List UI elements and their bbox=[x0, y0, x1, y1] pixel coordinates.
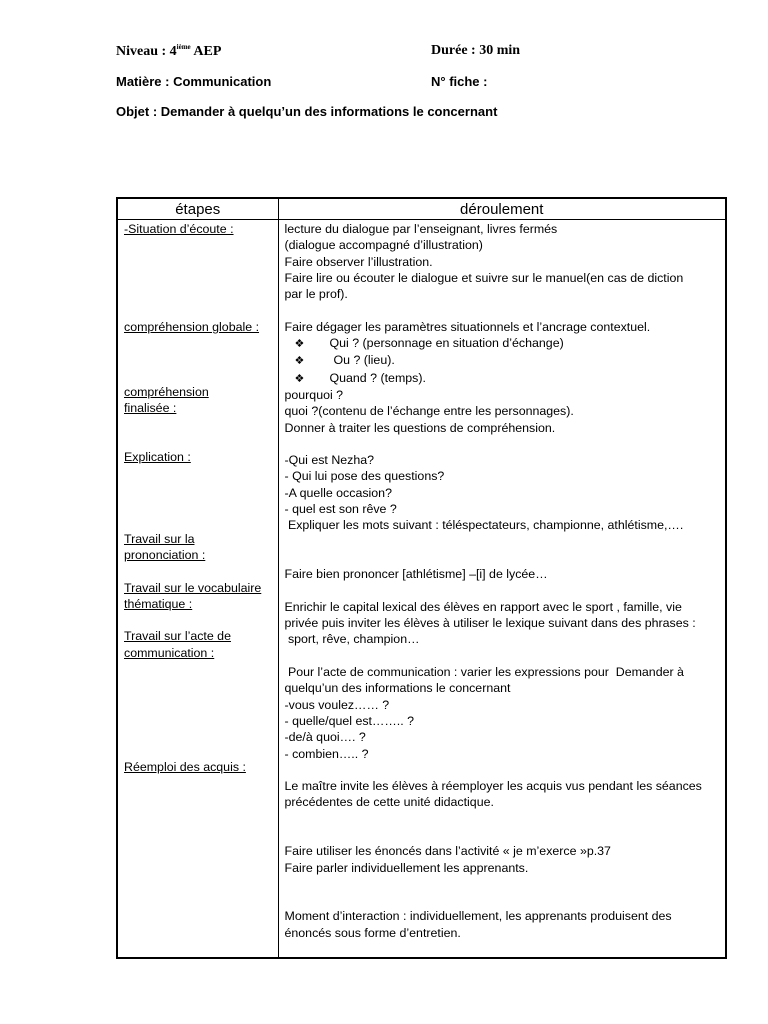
step-prononciation bbox=[124, 531, 272, 564]
text-line: privée puis inviter les élèves à utiliser le lexique suivant dans des phrases : bbox=[284, 616, 696, 631]
step-acte-communication bbox=[124, 628, 272, 661]
section-interaction bbox=[285, 908, 720, 941]
steps-column bbox=[117, 220, 278, 959]
niveau-sup: ième bbox=[176, 43, 191, 51]
text-line: quelqu’un des informations le concernant bbox=[284, 681, 511, 696]
situation-bullets bbox=[285, 335, 720, 387]
step-label-line: thématique : bbox=[124, 596, 193, 611]
text-line: Donner à traiter les questions de compréhension. bbox=[284, 420, 556, 435]
text-line: Le maître invite les élèves à réemployer les acquis vus pendant les séances bbox=[284, 779, 702, 794]
table-row bbox=[117, 220, 726, 959]
step-comprehension-globale: compréhension globale : bbox=[124, 319, 260, 334]
step-label-line: communication : bbox=[124, 645, 215, 660]
step-label-line: finalisée : bbox=[124, 401, 177, 416]
section-vocabulaire bbox=[285, 599, 720, 648]
step-explication: Explication : bbox=[124, 450, 191, 465]
text-line: Faire parler individuellement les apprenants. bbox=[284, 860, 529, 875]
niveau-suffix: AEP bbox=[190, 44, 222, 59]
text-line: -A quelle occasion? bbox=[284, 485, 392, 500]
text-line: -vous voulez…… ? bbox=[284, 697, 390, 712]
matiere: Matière : Communication bbox=[116, 74, 272, 89]
niveau-label: Niveau : 4 bbox=[116, 44, 177, 59]
step-vocabulaire bbox=[124, 580, 272, 613]
text-line: - quelle/quel est…….. ? bbox=[284, 713, 414, 728]
text-line: par le prof). bbox=[284, 287, 348, 302]
header-deroulement: déroulement bbox=[278, 198, 726, 220]
bullet-item bbox=[285, 352, 720, 369]
text-line: - quel est son rêve ? bbox=[284, 502, 397, 517]
text-line: Faire observer l’illustration. bbox=[284, 254, 433, 269]
duree: Durée : 30 min bbox=[431, 43, 521, 58]
step-label-line: Travail sur le vocabulaire bbox=[124, 580, 262, 595]
text-line: - combien….. ? bbox=[284, 746, 369, 761]
section-ecoute bbox=[285, 221, 720, 302]
deroulement-column bbox=[278, 220, 726, 959]
objet: Objet : Demander à quelqu’un des informations le concernant bbox=[116, 104, 498, 119]
section-acte bbox=[285, 664, 720, 762]
text-line: énoncés sous forme d’entretien. bbox=[284, 925, 461, 940]
bullet-text: Ou ? (lieu). bbox=[333, 353, 395, 368]
text-line: Moment d’interaction : individuellement, les apprenants produisent des bbox=[284, 909, 672, 924]
step-label-line: prononciation : bbox=[124, 547, 206, 562]
section-exercice bbox=[285, 843, 720, 876]
diamond-bullet-icon: ❖ bbox=[294, 371, 305, 385]
text-line: précédentes de cette unité didactique. bbox=[284, 795, 494, 810]
text-line: pourquoi ? bbox=[284, 387, 344, 402]
fiche-number: N° fiche : bbox=[431, 74, 488, 89]
step-situation-ecoute: -Situation d’écoute : bbox=[124, 222, 234, 236]
text-line: quoi ?(contenu de l’échange entre les personnages). bbox=[284, 404, 574, 419]
section-prononciation: Faire bien prononcer [athlétisme] –[i] de lycée… bbox=[284, 567, 548, 582]
bullet-item bbox=[285, 335, 720, 352]
text-line: - Qui lui pose des questions? bbox=[284, 469, 445, 484]
step-reemploi: Réemploi des acquis : bbox=[124, 759, 246, 774]
text-line: -de/à quoi…. ? bbox=[284, 730, 366, 745]
text-line: sport, rêve, champion… bbox=[284, 632, 420, 647]
lesson-table bbox=[116, 197, 727, 959]
section-reemploi bbox=[285, 778, 720, 811]
header-etapes: étapes bbox=[117, 198, 278, 220]
text-line: Faire utiliser les énoncés dans l’activité « je m’exerce »p.37 bbox=[284, 844, 611, 859]
diamond-bullet-icon: ❖ bbox=[294, 354, 305, 368]
step-comprehension-finalisee bbox=[124, 384, 272, 417]
text-line: Pour l’acte de communication : varier les expressions pour Demander à bbox=[284, 665, 684, 680]
text-line: Enrichir le capital lexical des élèves en rapport avec le sport , famille, vie bbox=[284, 599, 682, 614]
section-globale: Faire dégager les paramètres situationnels et l’ancrage contextuel. bbox=[284, 319, 651, 334]
step-label-line: Travail sur la bbox=[124, 531, 195, 546]
text-line: lecture du dialogue par l’enseignant, livres fermés bbox=[284, 222, 558, 236]
bullet-text: Quand ? (temps). bbox=[329, 370, 426, 385]
bullet-item bbox=[285, 370, 720, 387]
step-label-line: Travail sur l’acte de bbox=[124, 629, 231, 644]
text-line: (dialogue accompagné d’illustration) bbox=[284, 238, 483, 253]
table-header-row bbox=[117, 198, 726, 220]
text-line: Faire lire ou écouter le dialogue et suivre sur le manuel(en cas de diction bbox=[284, 270, 684, 285]
text-line: -Qui est Nezha? bbox=[284, 453, 375, 468]
text-line: Expliquer les mots suivant : téléspectateurs, championne, athlétisme,…. bbox=[284, 518, 684, 533]
bullet-text: Qui ? (personnage en situation d’échange) bbox=[329, 336, 564, 351]
diamond-bullet-icon: ❖ bbox=[294, 337, 305, 351]
niveau bbox=[116, 43, 221, 60]
section-finalisee bbox=[285, 387, 720, 436]
section-questions bbox=[285, 452, 720, 533]
step-label-line: compréhension bbox=[124, 384, 209, 399]
